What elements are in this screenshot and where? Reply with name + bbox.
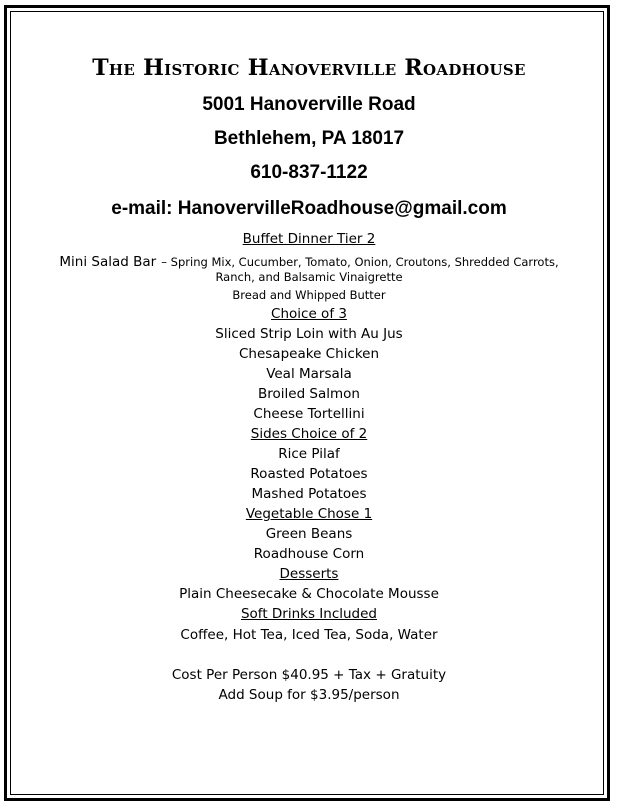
bread-line: Bread and Whipped Butter [232,288,386,302]
salad-bar-name: Mini Salad Bar [59,254,157,270]
salad-bar-line [0,251,618,270]
entree-item: Sliced Strip Loin with Au Jus [215,326,403,342]
entree-item: Chesapeake Chicken [238,346,380,362]
soup-addon-line: Add Soup for $3.95/person [218,687,400,703]
address-line: 5001 Hanoverville Road [202,94,416,115]
entree-item: Cheese Tortellini [253,406,365,422]
city-line: Bethlehem, PA 18017 [213,128,405,149]
vegetable-item: Roadhouse Corn [253,546,365,562]
phone-line: 610-837-1122 [250,162,368,183]
tier-heading: Buffet Dinner Tier 2 [242,231,376,247]
restaurant-title: The Historic Hanoverville Roadhouse [92,55,526,81]
entree-item: Broiled Salmon [257,386,360,402]
side-item: Roasted Potatoes [250,466,368,482]
entree-heading: Choice of 3 [271,306,347,322]
salad-bar-desc-2: Ranch, and Balsamic Vinaigrette [215,270,403,284]
salad-bar-desc-1: – Spring Mix, Cucumber, Tomato, Onion, Croutons, Shredded Carrots, [161,255,559,269]
side-item: Mashed Potatoes [251,486,367,502]
dessert-heading: Desserts [279,566,339,582]
cost-line: Cost Per Person $40.95 + Tax + Gratuity [171,667,447,683]
vegetable-item: Green Beans [265,526,353,542]
drinks-item: Coffee, Hot Tea, Iced Tea, Soda, Water [180,627,438,643]
sides-heading: Sides Choice of 2 [250,426,368,442]
vegetable-heading: Vegetable Chose 1 [245,506,373,522]
drinks-heading: Soft Drinks Included [240,606,378,622]
entree-item: Veal Marsala [266,366,352,382]
side-item: Rice Pilaf [278,446,340,462]
email-line: e-mail: HanovervilleRoadhouse@gmail.com [111,198,507,219]
dessert-item: Plain Cheesecake & Chocolate Mousse [179,586,439,602]
